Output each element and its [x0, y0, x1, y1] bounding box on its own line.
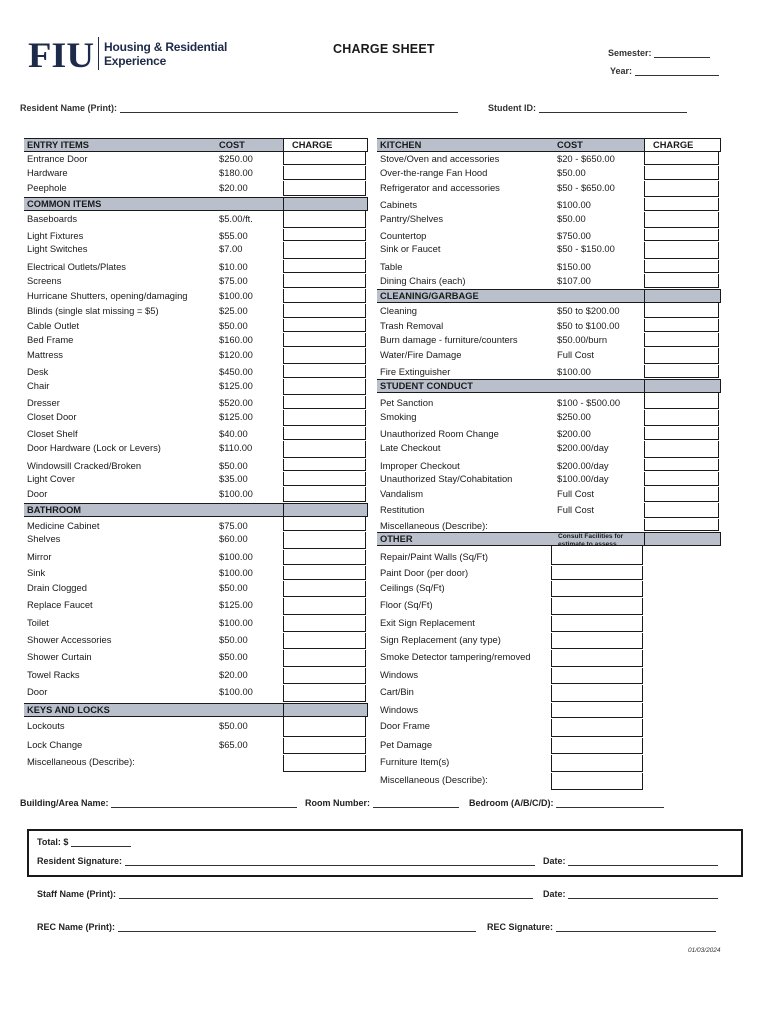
item-cost: $7.00	[219, 243, 243, 254]
charge-input[interactable]	[283, 616, 366, 632]
charge-input[interactable]	[644, 181, 719, 197]
charge-input[interactable]	[283, 441, 366, 458]
section-title: BATHROOM	[27, 505, 82, 515]
charge-input[interactable]	[283, 550, 366, 565]
item-cost: $100.00	[219, 686, 253, 697]
total-field[interactable]	[37, 836, 131, 847]
section-header	[24, 197, 283, 211]
charge-input[interactable]	[283, 459, 366, 471]
charge-input[interactable]	[644, 260, 719, 273]
charge-input[interactable]	[644, 410, 719, 426]
item-cost: Full Cost	[557, 349, 594, 360]
charge-header-blank	[283, 703, 368, 717]
item-name: Improper Checkout	[380, 460, 460, 471]
item-cost: $50.00	[219, 720, 248, 731]
charge-input[interactable]	[283, 242, 366, 259]
item-cost: $50 to $200.00	[557, 305, 620, 316]
item-name: Hardware	[27, 167, 68, 178]
charge-input[interactable]	[644, 302, 719, 318]
item-cost: $200.00/day	[557, 442, 609, 453]
charge-input[interactable]	[283, 566, 366, 580]
item-name: Floor (Sq/Ft)	[380, 599, 433, 610]
building-label: Building/Area Name:	[20, 798, 109, 808]
charge-header-blank	[644, 379, 721, 393]
charge-input[interactable]	[283, 633, 366, 649]
bedroom-field[interactable]	[469, 797, 664, 808]
charge-input[interactable]	[283, 738, 366, 754]
charge-input[interactable]	[551, 581, 643, 597]
item-name: Windows	[380, 669, 419, 680]
resident-signature-line	[125, 855, 535, 866]
charge-input[interactable]	[551, 650, 643, 667]
item-name: Door	[27, 686, 48, 697]
staff-name-field[interactable]	[37, 888, 533, 899]
item-name: Pantry/Shelves	[380, 213, 444, 224]
resident-signature-field[interactable]	[37, 855, 535, 866]
item-name: Exit Sign Replacement	[380, 617, 475, 628]
charge-input[interactable]	[283, 716, 366, 737]
charge-input[interactable]	[644, 242, 719, 259]
charge-input[interactable]	[644, 166, 719, 180]
consult-note-line1: Consult Facilities for	[558, 533, 624, 540]
cost-header: COST	[219, 140, 245, 150]
item-name: Sink or Faucet	[380, 243, 441, 254]
org-name-line1: Housing & Residential	[104, 40, 228, 54]
section-title: ENTRY ITEMS	[27, 140, 89, 150]
charge-input[interactable]	[283, 151, 366, 165]
rec-name-line	[118, 921, 476, 932]
charge-header-label: CHARGE	[653, 140, 694, 150]
charge-input[interactable]	[283, 289, 366, 303]
charge-input[interactable]	[644, 229, 719, 241]
resident-signature-label: Resident Signature:	[37, 856, 123, 866]
item-cost: $35.00	[219, 473, 248, 484]
signature-box	[27, 829, 743, 877]
item-name: Miscellaneous (Describe):	[380, 520, 488, 531]
charge-input[interactable]	[283, 685, 366, 702]
item-cost: $50.00	[219, 651, 248, 662]
item-name: Countertop	[380, 230, 427, 241]
charge-header-blank	[283, 197, 368, 211]
item-name: Refrigerator and accessories	[380, 182, 500, 193]
item-cost: $65.00	[219, 739, 248, 750]
charge-input[interactable]	[283, 379, 366, 395]
item-name: Mirror	[27, 551, 52, 562]
charge-input[interactable]	[551, 598, 643, 615]
fiu-logo	[28, 38, 94, 70]
charge-input[interactable]	[283, 260, 366, 273]
item-cost: $20.00	[219, 182, 248, 193]
item-cost: $200.00	[557, 428, 591, 439]
item-name: Miscellaneous (Describe):	[27, 756, 135, 767]
item-cost: $750.00	[557, 230, 591, 241]
charge-input[interactable]	[283, 229, 366, 241]
charge-input[interactable]	[644, 198, 719, 211]
section-title: COMMON ITEMS	[27, 199, 102, 209]
item-name: Fire Extinguisher	[380, 366, 451, 377]
item-name: Unauthorized Room Change	[380, 428, 499, 439]
item-name: Light Fixtures	[27, 230, 84, 241]
charge-input[interactable]	[283, 755, 366, 772]
charge-input[interactable]	[283, 210, 366, 228]
charge-input[interactable]	[644, 519, 719, 531]
total-line	[71, 836, 131, 847]
page-title: CHARGE SHEET	[333, 42, 435, 56]
charge-input[interactable]	[283, 181, 366, 196]
charge-input[interactable]	[644, 319, 719, 332]
fiu-logo-text: FIU	[28, 38, 94, 70]
item-name: Sink	[27, 567, 46, 578]
item-name: Dresser	[27, 397, 60, 408]
item-cost: $120.00	[219, 349, 253, 360]
item-cost: $100.00	[219, 290, 253, 301]
item-name: Pet Sanction	[380, 397, 434, 408]
item-name: Furniture Item(s)	[380, 756, 450, 767]
item-cost: $25.00	[219, 305, 248, 316]
item-name: Screens	[27, 275, 62, 286]
revision-date: 01/03/2024	[688, 947, 721, 954]
section-header	[377, 289, 644, 303]
charge-input[interactable]	[644, 503, 719, 518]
charge-input[interactable]	[644, 392, 719, 409]
item-name: Restitution	[380, 504, 425, 515]
charge-input[interactable]	[644, 348, 719, 364]
item-name: Blinds (single slat missing = $5)	[27, 305, 159, 316]
resident-name-line	[120, 102, 458, 113]
item-cost: $75.00	[219, 520, 248, 531]
charge-header-blank	[644, 532, 721, 546]
year-field[interactable]	[610, 65, 719, 76]
item-name: Medicine Cabinet	[27, 520, 100, 531]
charge-input[interactable]	[551, 633, 643, 649]
item-name: Pet Damage	[380, 739, 433, 750]
charge-input[interactable]	[283, 365, 366, 378]
item-cost: $20.00	[219, 669, 248, 680]
resident-date-field[interactable]	[543, 855, 718, 866]
item-name: Mattress	[27, 349, 63, 360]
charge-header-blank	[283, 503, 368, 517]
charge-input[interactable]	[283, 650, 366, 667]
item-cost: $40.00	[219, 428, 248, 439]
item-name: Windowsill Cracked/Broken	[27, 460, 142, 471]
charge-input[interactable]	[283, 348, 366, 364]
charge-input[interactable]	[551, 616, 643, 632]
charge-input[interactable]	[551, 668, 643, 684]
section-header	[24, 503, 283, 517]
item-name: Cart/Bin	[380, 686, 414, 697]
charge-input[interactable]	[551, 685, 643, 702]
org-name-line2: Experience	[104, 54, 167, 68]
item-cost: $50.00/burn	[557, 334, 608, 345]
charge-input[interactable]	[283, 410, 366, 426]
charge-input[interactable]	[551, 566, 643, 580]
item-cost: $125.00	[219, 599, 253, 610]
item-cost: Full Cost	[557, 488, 594, 499]
item-name: Baseboards	[27, 213, 78, 224]
consult-note-line2: estimate to assess	[558, 541, 617, 548]
item-cost: $100.00	[219, 617, 253, 628]
charge-input[interactable]	[644, 459, 719, 471]
logo-divider	[98, 37, 99, 70]
item-name: Smoke Detector tampering/removed	[380, 651, 531, 662]
item-name: Replace Faucet	[27, 599, 93, 610]
student-id-field[interactable]	[488, 102, 687, 113]
charge-input[interactable]	[551, 773, 643, 790]
item-name: Closet Shelf	[27, 428, 78, 439]
item-name: Windows	[380, 704, 419, 715]
charge-input[interactable]	[551, 545, 643, 565]
semester-field[interactable]	[608, 47, 710, 58]
staff-name-line	[119, 888, 533, 899]
charge-input[interactable]	[283, 304, 366, 318]
charge-input[interactable]	[644, 274, 719, 288]
charge-input[interactable]	[283, 532, 366, 549]
charge-input[interactable]	[551, 755, 643, 772]
item-cost: $110.00	[219, 442, 253, 453]
item-cost: $150.00	[557, 261, 591, 272]
item-cost: $125.00	[219, 380, 253, 391]
item-cost: $100 - $500.00	[557, 397, 621, 408]
charge-input[interactable]	[283, 487, 366, 502]
item-name: Cabinets	[380, 199, 418, 210]
section-header	[377, 379, 644, 393]
item-name: Light Switches	[27, 243, 88, 254]
section-header	[24, 138, 283, 152]
item-name: Shower Curtain	[27, 651, 92, 662]
student-id-line	[539, 102, 687, 113]
item-name: Burn damage - furniture/counters	[380, 334, 518, 345]
item-cost: $100.00/day	[557, 473, 609, 484]
item-cost: $100.00	[219, 488, 253, 499]
charge-input[interactable]	[283, 166, 366, 180]
rec-signature-line	[556, 921, 716, 932]
item-cost: $180.00	[219, 167, 253, 178]
item-name: Lock Change	[27, 739, 83, 750]
charge-input[interactable]	[551, 719, 643, 737]
bedroom-line	[556, 797, 664, 808]
charge-input[interactable]	[283, 472, 366, 486]
staff-date-field[interactable]	[543, 888, 718, 899]
room-number-label: Room Number:	[305, 798, 370, 808]
item-cost: $160.00	[219, 334, 253, 345]
semester-line	[654, 47, 710, 58]
item-name: Water/Fire Damage	[380, 349, 462, 360]
charge-input[interactable]	[283, 319, 366, 332]
rec-name-field[interactable]	[37, 921, 476, 932]
charge-input[interactable]	[644, 365, 719, 378]
item-name: Door Frame	[380, 720, 431, 731]
charge-header-label: CHARGE	[292, 140, 333, 150]
section-title: CLEANING/GARBAGE	[380, 291, 479, 301]
item-name: Unauthorized Stay/Cohabitation	[380, 473, 513, 484]
resident-date-label: Date:	[543, 856, 566, 866]
item-cost: Full Cost	[557, 504, 594, 515]
item-name: Shelves	[27, 533, 61, 544]
charge-input[interactable]	[644, 441, 719, 458]
item-name: Chair	[27, 380, 50, 391]
charge-input[interactable]	[283, 668, 366, 684]
item-name: Electrical Outlets/Plates	[27, 261, 126, 272]
item-name: Miscellaneous (Describe):	[380, 774, 488, 785]
item-cost: $250.00	[557, 411, 591, 422]
resident-name-field[interactable]	[20, 102, 458, 113]
item-name: Dining Chairs (each)	[380, 275, 466, 286]
item-cost: $50 to $100.00	[557, 320, 620, 331]
cost-header: COST	[557, 140, 583, 150]
charge-input[interactable]	[283, 581, 366, 597]
item-cost: $50 - $650.00	[557, 182, 615, 193]
staff-name-label: Staff Name (Print):	[37, 889, 117, 899]
item-cost: $100.00	[219, 567, 253, 578]
section-header	[377, 138, 644, 152]
charge-input[interactable]	[644, 212, 719, 228]
charge-input[interactable]	[283, 598, 366, 615]
item-name: Cleaning	[380, 305, 418, 316]
charge-input[interactable]	[644, 333, 719, 347]
item-name: Peephole	[27, 182, 67, 193]
section-header	[24, 703, 283, 717]
item-name: Cable Outlet	[27, 320, 80, 331]
item-name: Repair/Paint Walls (Sq/Ft)	[380, 551, 489, 562]
item-name: Late Checkout	[380, 442, 441, 453]
item-cost: $50.00	[219, 634, 248, 645]
item-cost: $50 - $150.00	[557, 243, 615, 254]
item-name: Hurricane Shutters, opening/damaging	[27, 290, 188, 301]
resident-date-line	[568, 855, 718, 866]
item-cost: $250.00	[219, 153, 253, 164]
item-name: Table	[380, 261, 403, 272]
room-number-line	[373, 797, 459, 808]
student-id-label: Student ID:	[488, 103, 536, 113]
item-name: Door Hardware (Lock or Levers)	[27, 442, 161, 453]
item-name: Drain Clogged	[27, 582, 87, 593]
item-name: Sign Replacement (any type)	[380, 634, 501, 645]
item-cost: $10.00	[219, 261, 248, 272]
item-cost: $520.00	[219, 397, 253, 408]
rec-signature-label: REC Signature:	[487, 922, 554, 932]
charge-input[interactable]	[283, 516, 366, 531]
charge-input[interactable]	[283, 333, 366, 347]
item-cost: $55.00	[219, 230, 248, 241]
charge-input[interactable]	[551, 738, 643, 754]
item-cost: $200.00/day	[557, 460, 609, 471]
item-name: Ceilings (Sq/Ft)	[380, 582, 445, 593]
rec-name-label: REC Name (Print):	[37, 922, 116, 932]
charge-input[interactable]	[644, 472, 719, 486]
total-label: Total: $	[37, 837, 69, 847]
section-title: STUDENT CONDUCT	[380, 381, 473, 391]
item-cost: $107.00	[557, 275, 591, 286]
item-cost: $5.00/ft.	[219, 213, 253, 224]
charge-input[interactable]	[644, 487, 719, 502]
section-title: OTHER	[380, 534, 413, 544]
charge-input[interactable]	[283, 396, 366, 409]
charge-input[interactable]	[644, 151, 719, 165]
item-cost: $75.00	[219, 275, 248, 286]
item-cost: $50.00	[219, 582, 248, 593]
item-name: Toilet	[27, 617, 49, 628]
item-cost: $50.00	[557, 213, 586, 224]
item-name: Desk	[27, 366, 49, 377]
year-label: Year:	[610, 66, 633, 76]
charge-input[interactable]	[551, 703, 643, 718]
item-name: Over-the-range Fan Hood	[380, 167, 488, 178]
item-name: Closet Door	[27, 411, 77, 422]
charge-input[interactable]	[283, 427, 366, 440]
building-line	[111, 797, 297, 808]
item-cost: $60.00	[219, 533, 248, 544]
item-cost: $100.00	[557, 199, 591, 210]
item-cost: $450.00	[219, 366, 253, 377]
item-cost: $100.00	[557, 366, 591, 377]
staff-date-line	[568, 888, 718, 899]
item-name: Trash Removal	[380, 320, 444, 331]
item-cost: $50.00	[219, 320, 248, 331]
staff-date-label: Date:	[543, 889, 566, 899]
charge-header	[283, 138, 368, 152]
item-name: Bed Frame	[27, 334, 74, 345]
charge-header	[644, 138, 721, 152]
item-name: Smoking	[380, 411, 417, 422]
item-name: Paint Door (per door)	[380, 567, 469, 578]
item-name: Shower Accessories	[27, 634, 112, 645]
semester-label: Semester:	[608, 48, 652, 58]
item-cost: $50.00	[219, 460, 248, 471]
item-name: Light Cover	[27, 473, 75, 484]
charge-input[interactable]	[644, 427, 719, 440]
rec-signature-field[interactable]	[487, 921, 716, 932]
section-title: KITCHEN	[380, 140, 422, 150]
bedroom-label: Bedroom (A/B/C/D):	[469, 798, 554, 808]
charge-header-blank	[644, 289, 721, 303]
building-field[interactable]	[20, 797, 297, 808]
item-name: Lockouts	[27, 720, 65, 731]
item-name: Vandalism	[380, 488, 424, 499]
item-cost: $20 - $650.00	[557, 153, 615, 164]
item-cost: $50.00	[557, 167, 586, 178]
item-name: Towel Racks	[27, 669, 80, 680]
section-title: KEYS AND LOCKS	[27, 705, 110, 715]
item-cost: $125.00	[219, 411, 253, 422]
year-line	[635, 65, 719, 76]
item-name: Entrance Door	[27, 153, 88, 164]
item-name: Stove/Oven and accessories	[380, 153, 500, 164]
charge-input[interactable]	[283, 274, 366, 288]
room-number-field[interactable]	[305, 797, 459, 808]
item-name: Door	[27, 488, 48, 499]
resident-name-label: Resident Name (Print):	[20, 103, 118, 113]
item-cost: $100.00	[219, 551, 253, 562]
